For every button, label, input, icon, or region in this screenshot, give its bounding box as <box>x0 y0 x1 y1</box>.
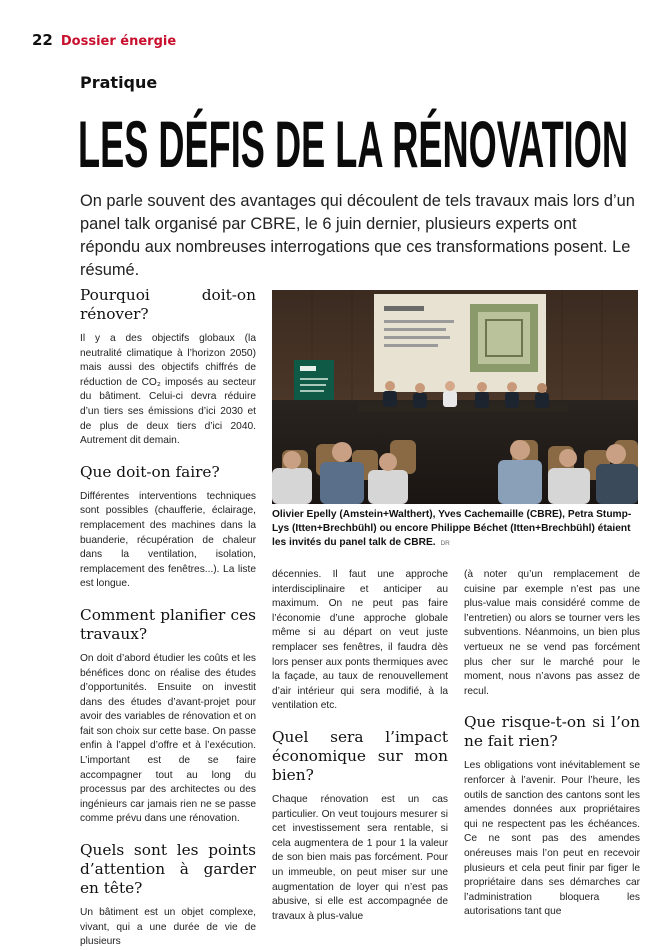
heading-why: Pourquoi doit-on rénover? <box>80 286 256 323</box>
photo-credit: DR <box>440 540 450 547</box>
body-what: Différentes interventions techniques sont possibles (chaufferie, éclairage, remplacement des machines dans la buanderie, récupération de chaleur dans la ventilation, isolation, remplacement des fenêtres...). La liste est longue. <box>80 490 256 590</box>
headline <box>78 105 638 185</box>
body-continued-2: (à noter qu’un remplacement de cuisine par exemple n’est pas une plus-value mais considéré comme de l’entretien) ou alors se tourner vers les subventions. Néanmoins, un bien plus vertueux ne se vend pas forcément plus cher sur le marché pour le moment, nous n’avons pas assez de recul. <box>464 569 640 697</box>
heading-risk: Que risque-t-on si l’on ne fait rien? <box>464 713 640 751</box>
column-3 <box>464 568 640 920</box>
body-risk: Les obligations vont inévitablement se renforcer à l’avenir. Pour l’heure, les outils de sanction des cantons sont les amendes données aux propriétaires qui ne respectent pas les échéances. Ce ne sont pas des amendes onéreuses mais l’on peut en recevoir plusieurs et cela peut finir par figer le propriétaire dans ses démarches car l’administration bloquera les autorisations tant que <box>464 760 640 918</box>
column-2 <box>272 568 448 924</box>
column-1 <box>80 286 256 950</box>
panel-photo <box>272 290 638 504</box>
heading-what: Que doit-on faire? <box>80 462 220 481</box>
body-continued: décennies. Il faut une approche interdisciplinaire et anticiper au maximum. On ne peut pas faire l’économie d’une approche globale même si au départ on veut juste remplacer ses fenêtres, il faudra dès lors penser aux ponts thermiques avec la façade, au taux de renouvellement d’air intérieur qui sera modifié, à la ventilation etc. <box>272 569 448 712</box>
section-what <box>80 463 256 592</box>
section-attention <box>80 841 256 950</box>
caption-text: Olivier Epelly (Amstein+Walthert), Yves Cachemaille (CBRE), Petra Stump-Lys (Itten+Brechbühl) ou encore Philippe Béchet (Itten+Brechbühl) étaient les invités du panel talk de CBRE. <box>272 509 632 548</box>
kicker: Pratique <box>80 73 158 92</box>
body-plan: On doit d’abord étudier les coûts et les bénéfices donc on réalise des études d’opportunités. Ensuite on investit dans des études d’avant-projet pour avoir des variables de rénovation et on fait son choix sur cette base. On passe enfin à l’appel d’offre et à l’exécution. L’important est de se faire accompagner tout au long du processus par des architectes ou des ingénieurs car jamais rien ne se passe comme prévu dans une rénovation. <box>80 652 256 825</box>
body-why: Il y a des objectifs globaux (la neutralité climatique à l’horizon 2050) mais aussi des objectifs chiffrés de réduction de CO₂ imposés au secteur du bâtiment. Celui-ci devra réduire d’un tiers ses émissions d’ici 2030 et de plus de deux tiers d’ici 2040. Autrement dit demain. <box>80 333 256 447</box>
section-why <box>80 286 256 449</box>
section-tag: Dossier énergie <box>60 34 177 49</box>
page-number: 22 <box>32 31 53 49</box>
body-impact: Chaque rénovation est un cas particulier. On veut toujours mesurer si cet investissement sera rentable, si cela augmentera de 1 pour 1 la valeur de son bien mais pas forcément. Pour un immeuble, on peut miser sur une augmentation de loyer qui n’est pas abusive, si elle est accompagnée de travaux à plus-value <box>272 793 448 922</box>
heading-impact: Quel sera l’impact économique sur mon bien? <box>272 727 448 784</box>
body-attention: Un bâtiment est un objet complexe, vivant, qui a une durée de vie de plusieurs <box>80 907 256 948</box>
headline-text: LES DÉFIS DE LA RÉNOVATION <box>78 107 628 181</box>
heading-plan: Comment planifier ces travaux? <box>80 605 256 643</box>
photo-caption <box>272 508 638 551</box>
heading-attention: Quels sont les points d’attention à garder en tête? <box>80 841 256 898</box>
lede: On parle souvent des avantages qui découlent de tels travaux mais lors d’un panel talk organisé par CBRE, le 6 juin dernier, plusieurs experts ont répondu aux nombreuses interrogations que ces transformations posent. Le résumé. <box>80 192 635 279</box>
section-plan <box>80 606 256 827</box>
page-header <box>32 31 176 49</box>
